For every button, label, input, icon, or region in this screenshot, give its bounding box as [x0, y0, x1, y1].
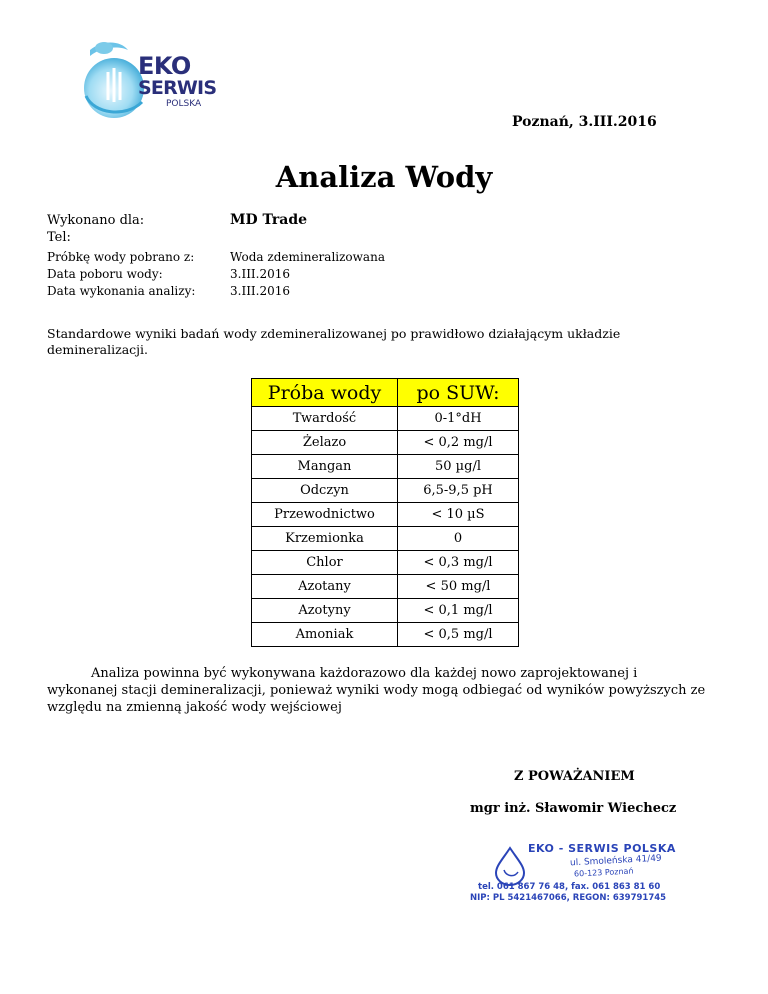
value-cell: < 10 µS [398, 503, 519, 527]
intro-text: Standardowe wyniki badań wody zdemineralizowanej po prawidłowo działającym układzie demineralizacji. [47, 326, 621, 357]
parameter-cell: Chlor [252, 551, 398, 575]
table-row [252, 551, 519, 575]
stamp-phone: tel. 061 867 76 48, fax. 061 863 81 60 [478, 882, 661, 892]
table-row [252, 407, 519, 431]
table-row [252, 479, 519, 503]
analysis-date-label: Data wykonania analizy: [47, 284, 196, 298]
signer-name: mgr inż. Sławomir Wiechecz [470, 801, 677, 816]
logo-text-polska: POLSKA [166, 99, 202, 109]
table-header-sample: Próba wody [252, 379, 398, 407]
stamp-drop-icon [492, 846, 528, 886]
results-table [251, 378, 519, 647]
value-cell: < 0,2 mg/l [398, 431, 519, 455]
value-cell: 6,5-9,5 pH [398, 479, 519, 503]
value-cell: < 0,5 mg/l [398, 623, 519, 647]
value-cell: < 0,3 mg/l [398, 551, 519, 575]
sample-value: Woda zdemineralizowana [230, 250, 385, 264]
analysis-date-value: 3.III.2016 [230, 284, 291, 298]
table-row [252, 431, 519, 455]
parameter-cell: Żelazo [252, 431, 398, 455]
value-cell: < 50 mg/l [398, 575, 519, 599]
document-title: Analiza Wody [275, 160, 493, 194]
value-cell: 50 µg/l [398, 455, 519, 479]
table-header-value: po SUW: [398, 379, 519, 407]
parameter-cell: Amoniak [252, 623, 398, 647]
collection-date-value: 3.III.2016 [230, 267, 291, 281]
place-date: Poznań, 3.III.2016 [512, 114, 657, 130]
stamp-address-line1: ul. Smoleńska 41/49 [569, 853, 662, 869]
stamp-address-line2: 60-123 Poznań [573, 866, 634, 879]
note-text [47, 665, 707, 716]
table-header-row [252, 379, 519, 407]
company-logo [80, 38, 230, 122]
table-row [252, 599, 519, 623]
parameter-cell: Odczyn [252, 479, 398, 503]
parameter-cell: Azotany [252, 575, 398, 599]
table-row [252, 623, 519, 647]
value-cell: 0-1°dH [398, 407, 519, 431]
table-row [252, 575, 519, 599]
client-label: Wykonano dla: [47, 213, 145, 228]
parameter-cell: Azotyny [252, 599, 398, 623]
parameter-cell: Przewodnictwo [252, 503, 398, 527]
client-value: MD Trade [230, 212, 308, 228]
note-content: Analiza powinna być wykonywana każdorazowo dla każdej nowo zaprojektowanej i wykonanej stacji demineralizacji, ponieważ wyniki wody mogą odbiegać od wyników powyższych ze względu na zmienną jakość wody wejściowej [47, 666, 706, 715]
collection-date-label: Data poboru wody: [47, 267, 163, 281]
table-row [252, 503, 519, 527]
tel-label: Tel: [47, 230, 71, 245]
table-row [252, 455, 519, 479]
company-stamp [470, 840, 690, 912]
parameter-cell: Twardość [252, 407, 398, 431]
value-cell: 0 [398, 527, 519, 551]
logo-text-eko: EKO [138, 52, 191, 80]
closing-regards: Z POWAŻANIEM [514, 769, 635, 784]
logo-text-serwis: SERWIS [138, 77, 217, 99]
parameter-cell: Mangan [252, 455, 398, 479]
table-row [252, 527, 519, 551]
sample-label: Próbkę wody pobrano z: [47, 250, 195, 264]
parameter-cell: Krzemionka [252, 527, 398, 551]
stamp-company-name: EKO - SERWIS POLSKA [528, 842, 676, 855]
value-cell: < 0,1 mg/l [398, 599, 519, 623]
stamp-tax-ids: NIP: PL 5421467066, REGON: 639791745 [470, 893, 667, 903]
